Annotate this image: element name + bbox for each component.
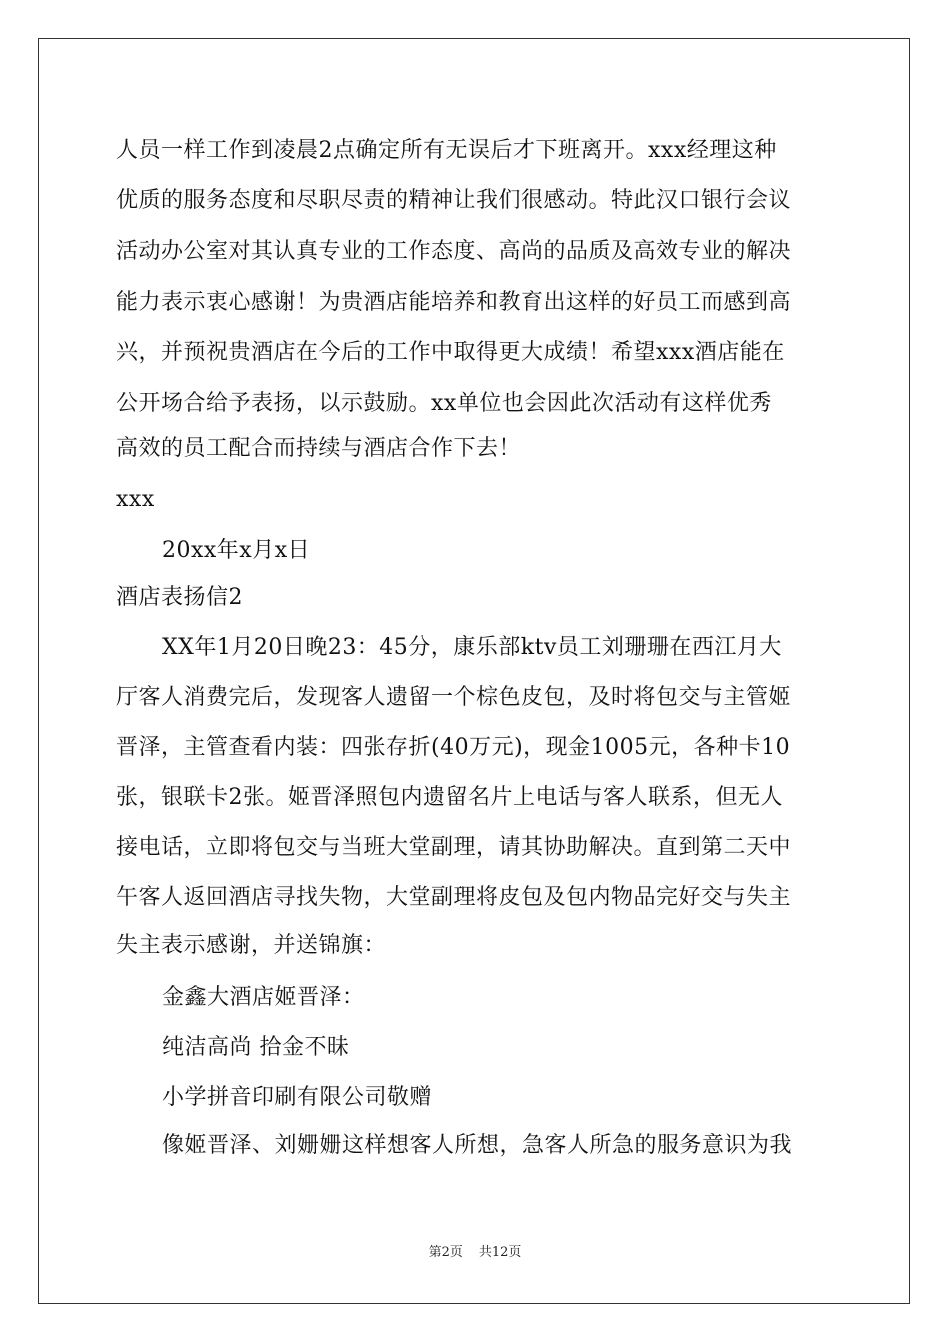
body-line: 厅客人消费完后，发现客人遗留一个棕色皮包，及时将包交与主管姬 (116, 685, 792, 710)
banner-giver: 小学拼音印刷有限公司敬赠 (162, 1085, 433, 1110)
body-line: 高效的员工配合而持续与酒店合作下去！ (116, 436, 522, 461)
page-frame (38, 38, 910, 1304)
body-line: 失主表示感谢，并送锦旗： (116, 933, 387, 958)
body-line: 人员一样工作到凌晨2点确定所有无误后才下班离开。xxx经理这种 (116, 138, 777, 163)
banner-recipient: 金鑫大酒店姬晋泽： (162, 985, 365, 1010)
page-footer (0, 1244, 950, 1262)
body-line: 午客人返回酒店寻找失物，大堂副理将皮包及包内物品完好交与失主 (116, 885, 792, 910)
body-line: 张，银联卡2张。姬晋泽照包内遗留名片上电话与客人联系，但无人 (116, 785, 783, 810)
page-total: 共12页 (478, 1245, 522, 1260)
body-line: 优质的服务态度和尽职尽责的精神让我们很感动。特此汉口银行会议 (116, 188, 792, 213)
body-line: XX年1月20日晚23：45分，康乐部ktv员工刘珊珊在西江月大 (162, 635, 782, 660)
page-number: 第2页 (428, 1245, 463, 1260)
signature-date: 20xx年x月x日 (162, 538, 311, 563)
banner-text: 纯洁高尚 拾金不昧 (162, 1035, 350, 1060)
section-heading: 酒店表扬信2 (116, 585, 243, 610)
body-line: 接电话，立即将包交与当班大堂副理，请其协助解决。直到第二天中 (116, 835, 792, 860)
body-line: 晋泽，主管查看内装：四张存折(40万元)，现金1005元，各种卡10 (116, 735, 791, 760)
signature-name: xxx (116, 487, 155, 512)
body-line: 兴，并预祝贵酒店在今后的工作中取得更大成绩！希望xxx酒店能在 (116, 340, 785, 365)
body-line: 活动办公室对其认真专业的工作态度、高尚的品质及高效专业的解决 (116, 239, 792, 264)
body-line: 像姬晋泽、刘姗姗这样想客人所想，急客人所急的服务意识为我 (162, 1133, 793, 1158)
body-line: 能力表示衷心感谢！为贵酒店能培养和教育出这样的好员工而感到高 (116, 290, 792, 315)
body-line: 公开场合给予表扬，以示鼓励。xx单位也会因此次活动有这样优秀 (116, 391, 772, 416)
